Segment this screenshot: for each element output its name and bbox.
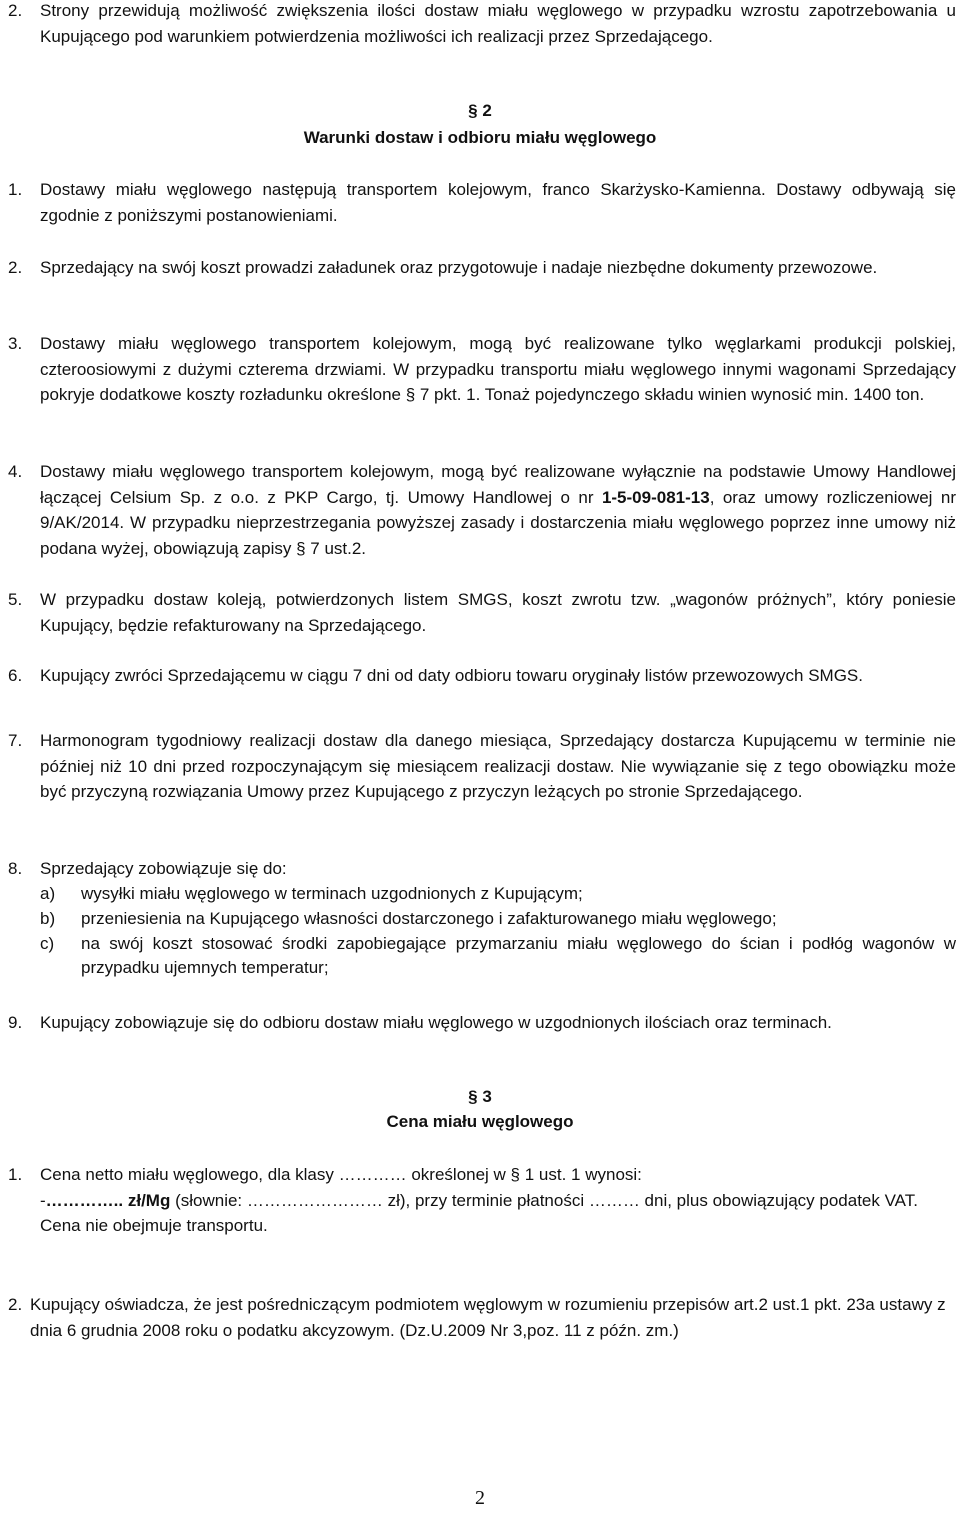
subitem-text: wysyłki miału węglowego w terminach uzgodnionych z Kupującym; bbox=[81, 884, 583, 903]
paragraph-2-1 bbox=[8, 177, 956, 228]
paragraph-2-6 bbox=[8, 663, 956, 689]
item-number: 7. bbox=[8, 731, 23, 750]
text-part: zł), przy terminie płatności bbox=[382, 1190, 589, 1210]
price-unit: zł/Mg bbox=[123, 1190, 171, 1210]
price-line-3: Cena nie obejmuje transportu. bbox=[40, 1216, 268, 1235]
paragraph-3-1 bbox=[8, 1162, 956, 1239]
item-number: 9. bbox=[8, 1013, 23, 1032]
item-text: Harmonogram tygodniowy realizacji dostaw dla danego miesiąca, Sprzedający dostarcza Kupującemu w terminie nie później niż 10 dni przed rozpoczynającym się miesiącem realizacji dostaw. Nie wywiązanie się z tego obowiązku może być przyczyną rozwiązania Umowy przez Kupującego z przyczyn leżących po stronie Sprzedającego. bbox=[40, 731, 956, 801]
item-number: 5. bbox=[8, 590, 23, 609]
paragraph-2-7 bbox=[8, 728, 956, 805]
item-text: Kupujący zwróci Sprzedającemu w ciągu 7 dni od daty odbioru towaru oryginały listów przewozowych SMGS. bbox=[40, 666, 863, 685]
item-number: 2. bbox=[8, 1, 23, 20]
text-part: określonej w § 1 ust. 1 wynosi: bbox=[406, 1165, 642, 1184]
subitem-label: c) bbox=[40, 934, 55, 953]
subitem-a bbox=[40, 882, 956, 906]
item-number: 4. bbox=[8, 462, 23, 481]
paragraph-2-4 bbox=[8, 459, 956, 561]
item-number: 2. bbox=[8, 258, 23, 277]
paragraph-1-2 bbox=[8, 0, 956, 49]
text-part: (słownie: bbox=[170, 1190, 247, 1210]
item-text bbox=[40, 459, 956, 561]
item-text: Dostawy miału węglowego transportem kolejowym, mogą być realizowane tylko węglarkami produkcji polskiej, czteroosiowymi z dużymi czterema drzwiami. W przypadku transportu miału węglowego innymi wagonami Sprzedający pokryje dodatkowe koszty rozładunku określone § 7 pkt. 1. Tonaż pojedynczego składu winien wynosić min. 1400 ton. bbox=[40, 334, 956, 404]
text-part: Cena netto miału węglowego, dla klasy bbox=[40, 1165, 339, 1184]
page-number: 2 bbox=[475, 1487, 485, 1509]
price-line-2 bbox=[40, 1188, 956, 1214]
paragraph-2-5 bbox=[8, 587, 956, 638]
section-3-symbol: § 3 bbox=[468, 1087, 492, 1106]
item-number: 1. bbox=[8, 180, 23, 199]
item-number: 2. bbox=[8, 1295, 23, 1314]
class-blank: ………… bbox=[338, 1165, 407, 1184]
words-blank: …………………… bbox=[246, 1190, 383, 1210]
text-part: Dostawy miału węglowego transportem kolejowym, mogą być realizowane wyłącznie na podstawie Umowy Handlowej łączącej Celsium Sp. z o.o. z PKP Cargo, tj. Umowy Handlowej o nr bbox=[40, 462, 956, 507]
item-number: 1. bbox=[8, 1165, 23, 1184]
item-text: Sprzedający na swój koszt prowadzi załadunek oraz przygotowuje i nadaje niezbędne dokumenty przewozowe. bbox=[40, 258, 878, 277]
item-number: 6. bbox=[8, 666, 23, 685]
section-3-title: Cena miału węglowego bbox=[386, 1112, 574, 1131]
paragraph-2-8 bbox=[8, 856, 956, 882]
subitem-b bbox=[40, 907, 956, 931]
paragraph-2-2 bbox=[8, 255, 956, 281]
text-part: , oraz umowy rozliczeniowej nr 9/AK/2014. W przypadku nieprzestrzegania powyższej zasady i dostarczenia miału węglowego poprzez inne umowy niż podana wyżej, obowiązują zapisy § 7 ust.2. bbox=[40, 487, 957, 558]
item-text: Dostawy miału węglowego następują transportem kolejowym, franco Skarżysko-Kamienna. Dostawy odbywają się zgodnie z poniższymi postanowieniami. bbox=[40, 180, 956, 225]
paragraph-2-3 bbox=[8, 331, 956, 408]
subitem-c bbox=[40, 932, 956, 980]
dash: - bbox=[40, 1190, 46, 1210]
subitem-label: a) bbox=[40, 884, 56, 903]
contract-number: 1-5-09-081-13 bbox=[601, 487, 710, 507]
subitem-text: na swój koszt stosować środki zapobiegające przymarzaniu miału węglowego do ścian i podłóg wagonów w przypadku ujemnych temperatur; bbox=[81, 934, 956, 977]
section-2-symbol: § 2 bbox=[468, 101, 492, 120]
item-text: W przypadku dostaw koleją, potwierdzonych listem SMGS, koszt zwrotu tzw. „wagonów próżnych”, który poniesie Kupujący, będzie refakturowany na Sprzedającego. bbox=[40, 590, 956, 635]
subitem-label: b) bbox=[40, 909, 56, 928]
section-2-title: Warunki dostaw i odbioru miału węglowego bbox=[303, 128, 657, 147]
item-text: Sprzedający zobowiązuje się do: bbox=[40, 859, 287, 878]
price-line-1 bbox=[40, 1162, 956, 1188]
item-number: 3. bbox=[8, 334, 23, 353]
item-text: Kupujący zobowiązuje się do odbioru dostaw miału węglowego w uzgodnionych ilościach oraz terminach. bbox=[40, 1013, 832, 1032]
item-text: Kupujący oświadcza, że jest pośredniczącym podmiotem węglowym w rozumieniu przepisów art.2 ust.1 pkt. 23a ustawy z dnia 6 grudnia 2008 roku o podatku akcyzowym. (Dz.U.2009 Nr 3,poz. 11 z późn. zm.) bbox=[30, 1295, 946, 1340]
item-text: Strony przewidują możliwość zwiększenia ilości dostaw miału węglowego w przypadku wzrostu zapotrzebowania u Kupującego pod warunkiem potwierdzenia możliwości ich realizacji przez Sprzedającego. bbox=[40, 1, 956, 46]
price-blank: ………….. bbox=[45, 1190, 124, 1210]
paragraph-3-2 bbox=[8, 1292, 956, 1343]
days-blank: ……… bbox=[588, 1190, 640, 1210]
paragraph-2-9 bbox=[8, 1010, 956, 1036]
subitem-text: przeniesienia na Kupującego własności dostarczonego i zafakturowanego miału węglowego; bbox=[81, 909, 777, 928]
text-part: dni, plus obowiązujący podatek VAT. bbox=[639, 1190, 918, 1210]
item-text bbox=[40, 1162, 956, 1239]
item-number: 8. bbox=[8, 859, 23, 878]
